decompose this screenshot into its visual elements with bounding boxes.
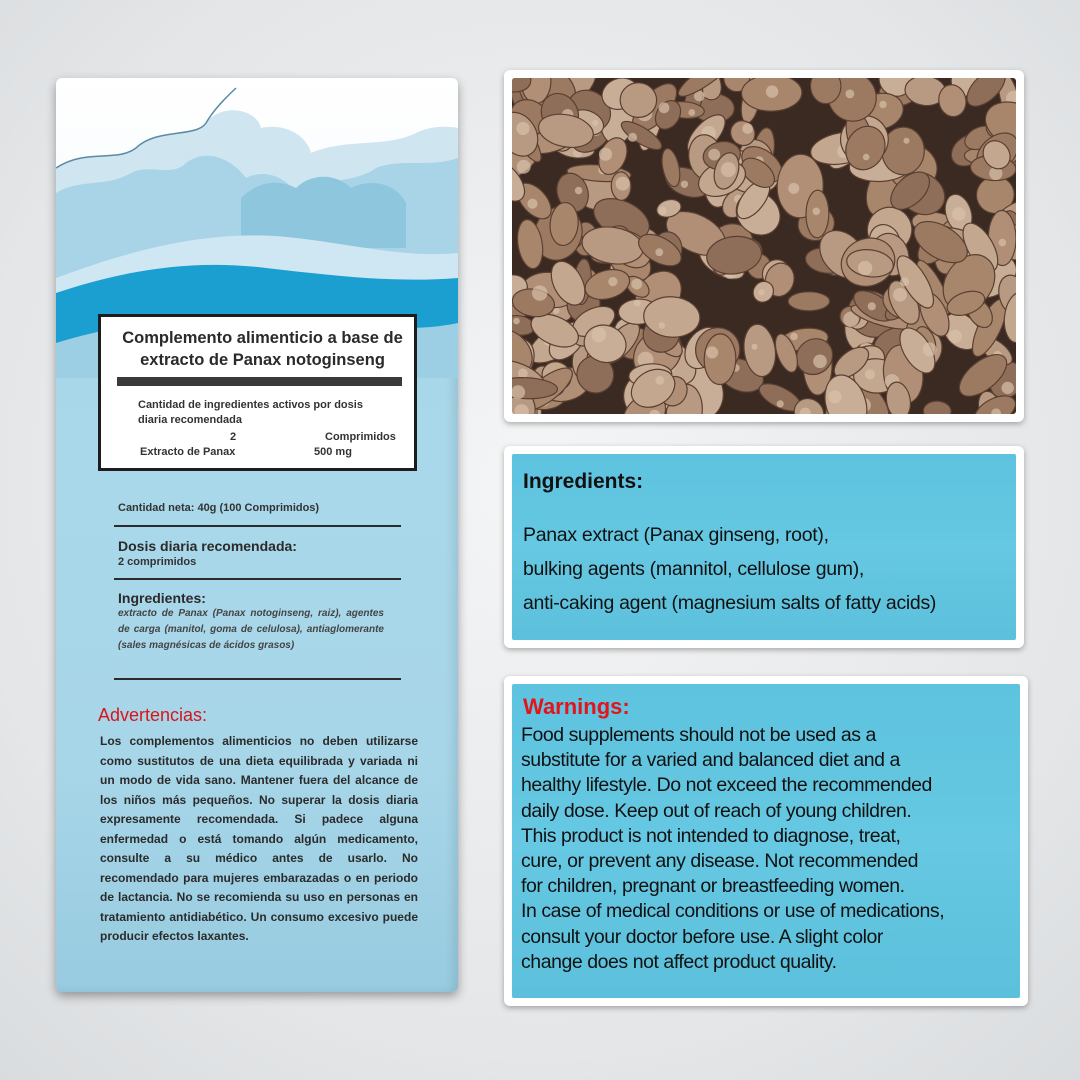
root-highlight bbox=[616, 177, 630, 191]
root-highlight bbox=[752, 344, 758, 350]
root-highlight bbox=[858, 261, 872, 275]
root-highlight bbox=[865, 369, 875, 379]
root-highlight bbox=[923, 342, 937, 356]
root-highlight bbox=[790, 333, 798, 341]
root-highlight bbox=[592, 120, 598, 126]
root-highlight bbox=[828, 390, 841, 403]
root-highlight bbox=[863, 154, 870, 161]
root-highlight bbox=[655, 248, 663, 256]
root-highlight bbox=[904, 138, 910, 144]
warnings-text-es: Los complementos alimenticios no deben utilizarse como sustitutos de una dieta equilibrada y variada ni un modo de vida sano. Mantener fuera del alcance de los niños más pequeños. No superar la dosis diaria expresamente recomendada. Si padece alguna enfermedad o está tomando algún medicamento, consulte a su médico antes de usarlo. No recomendado para mujeres embarazadas o en periodo de lactancia. No se recomienda su uso en personas en tratamiento antidiabético. Un consumo excesivo puede producir efectos laxantes. bbox=[100, 734, 418, 943]
root-highlight bbox=[575, 187, 583, 195]
root-highlight bbox=[628, 133, 637, 142]
warnings-heading: Warnings: bbox=[523, 694, 630, 719]
root-piece bbox=[788, 292, 830, 311]
root-highlight bbox=[721, 162, 736, 177]
root-highlight bbox=[608, 277, 617, 286]
ingredients-heading-es: Ingredientes: bbox=[118, 590, 206, 606]
divider-line bbox=[114, 525, 401, 527]
root-highlight bbox=[631, 279, 642, 290]
warning-line: In case of medical conditions or use of medications, bbox=[521, 900, 945, 923]
root-highlight bbox=[513, 318, 520, 325]
warning-line: substitute for a varied and balanced diet and a bbox=[521, 749, 900, 772]
warning-line: consult your doctor before use. A slight color bbox=[521, 925, 883, 948]
root-highlight bbox=[655, 376, 664, 385]
ingredients-text-es: extracto de Panax (Panax notoginseng, raiz), agentes de carga (manitol, goma de celulosa), antiaglomerante (sales magnésicas de ácidos grasos) bbox=[118, 608, 384, 651]
root-highlight bbox=[742, 123, 753, 134]
extract-amount: 500 mg bbox=[314, 446, 352, 458]
active-ingredients-heading: Cantidad de ingredientes activos por dosis diaria recomendada bbox=[138, 399, 363, 426]
root-highlight bbox=[846, 90, 855, 99]
ingredient-line: bulking agents (mannitol, cellulose gum), bbox=[523, 558, 865, 580]
root-highlight bbox=[999, 239, 1007, 247]
photo-frame bbox=[504, 70, 1024, 422]
root-highlight bbox=[634, 300, 641, 307]
warning-line: healthy lifestyle. Do not exceed the recommended bbox=[521, 774, 932, 797]
ingredient-line: Panax extract (Panax ginseng, root), bbox=[523, 524, 829, 546]
label-divider-bar bbox=[117, 377, 402, 386]
warnings-card bbox=[504, 676, 1028, 1006]
warnings-heading-es: Advertencias: bbox=[98, 705, 208, 725]
label-title: Complemento alimenticio a base de extracto de Panax notoginseng bbox=[122, 329, 403, 369]
nutrition-label-panel bbox=[98, 314, 417, 471]
divider-line bbox=[114, 578, 401, 580]
root-highlight bbox=[517, 160, 531, 174]
warning-line: Food supplements should not be used as a bbox=[521, 724, 876, 746]
root-highlight bbox=[879, 101, 886, 108]
ingredients-card-body bbox=[512, 454, 1016, 640]
root-highlight bbox=[893, 288, 907, 302]
root-highlight bbox=[527, 199, 537, 209]
product-box bbox=[56, 78, 458, 992]
root-highlight bbox=[706, 346, 718, 358]
root-highlight bbox=[777, 400, 784, 407]
net-quantity: Cantidad neta: 40g (100 Comprimidos) bbox=[118, 502, 320, 514]
ingredient-line: anti-caking agent (magnesium salts of fatty acids) bbox=[523, 592, 937, 614]
root-highlight bbox=[599, 148, 612, 161]
root-highlight bbox=[759, 289, 765, 295]
root-highlight bbox=[591, 327, 606, 342]
warning-line: for children, pregnant or breastfeeding women. bbox=[521, 875, 905, 898]
warning-line: This product is not intended to diagnose, treat, bbox=[521, 824, 901, 847]
root-highlight bbox=[900, 277, 909, 286]
ingredients-card bbox=[504, 446, 1024, 648]
dose-unit: Comprimidos bbox=[325, 431, 396, 443]
daily-dose-heading: Dosis diaria recomendada: bbox=[118, 538, 297, 554]
ginseng-roots-photo bbox=[512, 78, 1016, 414]
root-piece bbox=[704, 334, 736, 385]
divider-line bbox=[114, 678, 401, 680]
warning-line: change does not affect product quality. bbox=[521, 950, 837, 973]
root-highlight bbox=[659, 207, 667, 215]
warnings-card-body bbox=[512, 684, 1020, 998]
root-highlight bbox=[708, 149, 720, 161]
root-highlight bbox=[659, 322, 666, 329]
warning-line: daily dose. Keep out of reach of young children. bbox=[521, 799, 912, 822]
extract-name: Extracto de Panax bbox=[140, 446, 236, 458]
root-highlight bbox=[766, 85, 778, 97]
root-highlight bbox=[949, 330, 962, 343]
root-highlight bbox=[688, 109, 695, 116]
root-highlight bbox=[868, 302, 876, 310]
root-highlight bbox=[1002, 382, 1014, 394]
root-highlight bbox=[518, 369, 528, 379]
root-highlight bbox=[813, 355, 827, 369]
warning-line: cure, or prevent any disease. Not recommended bbox=[521, 850, 919, 873]
root-highlight bbox=[681, 181, 688, 188]
root-highlight bbox=[659, 102, 670, 113]
root-highlight bbox=[532, 285, 547, 300]
warnings-text bbox=[521, 723, 1031, 975]
dose-count: 2 bbox=[230, 431, 237, 443]
ginseng-roots-illustration bbox=[512, 78, 1016, 414]
root-highlight bbox=[813, 208, 821, 216]
root-highlight bbox=[952, 207, 966, 221]
root-highlight bbox=[788, 183, 799, 194]
ingredients-heading: Ingredients: bbox=[523, 470, 644, 493]
daily-dose-value: 2 comprimidos bbox=[118, 556, 197, 568]
root-highlight bbox=[516, 122, 529, 135]
